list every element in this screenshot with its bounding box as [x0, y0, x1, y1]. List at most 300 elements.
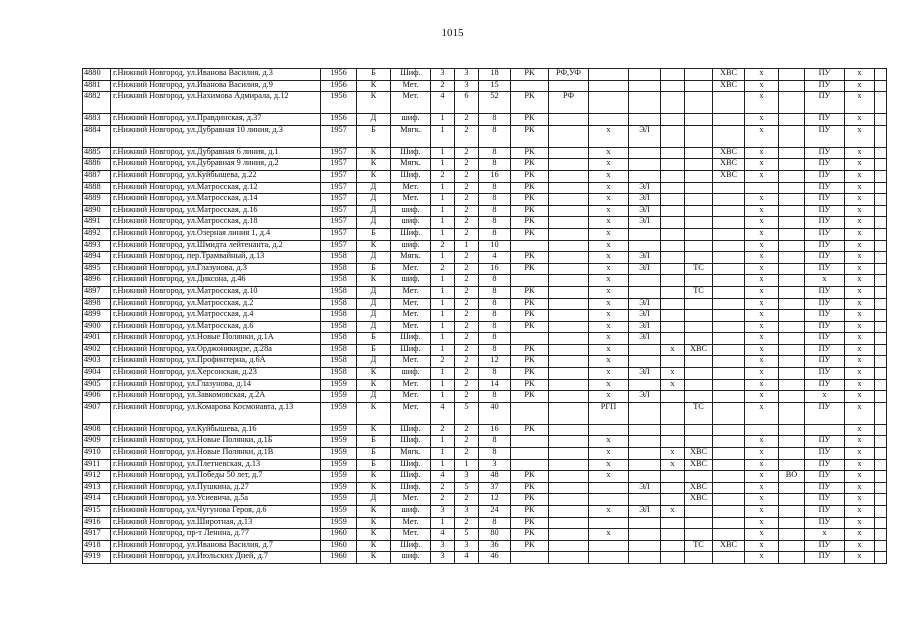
cell-roof-type: Мягк.	[391, 159, 431, 171]
cell-material-class: Д	[357, 310, 391, 322]
cell-water-supply: ХВС	[713, 147, 745, 159]
cell-row-number: 4904	[83, 368, 111, 380]
cell-extra-1	[549, 459, 589, 471]
cell-row-number: 4901	[83, 333, 111, 345]
cell-mark-b: х	[745, 506, 779, 518]
cell-trailing	[875, 529, 887, 541]
cell-apartments: 8	[479, 310, 511, 322]
cell-roof-type: Шиф.	[391, 424, 431, 436]
cell-water-supply	[713, 552, 745, 564]
cell-metering: ПУ	[805, 333, 845, 345]
cell-mark-a	[661, 182, 685, 194]
cell-apartments: 8	[479, 147, 511, 159]
cell-mark-a	[661, 298, 685, 310]
cell-build-year: 1957	[321, 228, 357, 240]
cell-address: г.Нижний Новгород, ул.Иванова Василия, д.9	[111, 80, 321, 92]
cell-extra-1: РФ,УФ	[549, 69, 589, 81]
cell-heat-supply	[685, 356, 713, 368]
cell-roof-type: Мет.	[391, 298, 431, 310]
cell-electric-flag: ЭЛ	[629, 125, 661, 147]
cell-mark-a	[661, 424, 685, 436]
cell-build-year: 1957	[321, 205, 357, 217]
cell-row-number: 4916	[83, 517, 111, 529]
cell-floors: 1	[431, 298, 455, 310]
cell-address: г.Нижний Новгород, ул.Дубравная 9 линия, д.2	[111, 159, 321, 171]
table-row	[83, 69, 887, 81]
cell-extra-1	[549, 482, 589, 494]
cell-material-class: К	[357, 92, 391, 114]
cell-gas-flag: х	[589, 228, 629, 240]
table-row	[83, 252, 887, 264]
cell-roof-type: Мет.	[391, 182, 431, 194]
cell-mark-b: х	[745, 321, 779, 333]
cell-extra-1	[549, 252, 589, 264]
cell-build-year: 1958	[321, 263, 357, 275]
cell-build-year: 1959	[321, 391, 357, 403]
cell-roof-type: Мет.	[391, 517, 431, 529]
cell-mark-b: х	[745, 263, 779, 275]
table-row	[83, 298, 887, 310]
cell-row-number: 4885	[83, 147, 111, 159]
cell-extra-1	[549, 310, 589, 322]
cell-mark-b: х	[745, 69, 779, 81]
cell-water-supply: ХВС	[713, 159, 745, 171]
cell-electric-flag	[629, 286, 661, 298]
cell-build-year: 1958	[321, 286, 357, 298]
cell-water-supply	[713, 252, 745, 264]
cell-address: г.Нижний Новгород, ул.Матросская, д.2	[111, 298, 321, 310]
cell-metering: ПУ	[805, 368, 845, 380]
cell-trailing	[875, 240, 887, 252]
cell-mark-b	[745, 424, 779, 436]
cell-drainage	[779, 114, 805, 126]
cell-repair-flag: РК	[511, 494, 549, 506]
cell-metering: ПУ	[805, 147, 845, 159]
cell-address: г.Нижний Новгород, ул.Херсонская, д.23	[111, 368, 321, 380]
cell-metering: ПУ	[805, 159, 845, 171]
table-row	[83, 424, 887, 436]
cell-mark-b: х	[745, 471, 779, 483]
cell-material-class: Б	[357, 344, 391, 356]
cell-drainage	[779, 517, 805, 529]
cell-address: г.Нижний Новгород, ул.Профинтерна, д.6А	[111, 356, 321, 368]
cell-build-year: 1960	[321, 540, 357, 552]
cell-electric-flag	[629, 448, 661, 460]
cell-roof-type: Мет.	[391, 356, 431, 368]
cell-extra-1	[549, 114, 589, 126]
cell-entrances: 2	[455, 125, 479, 147]
cell-apartments: 8	[479, 448, 511, 460]
cell-extra-1	[549, 333, 589, 345]
cell-metering: ПУ	[805, 517, 845, 529]
cell-apartments: 8	[479, 182, 511, 194]
cell-electric-flag: ЭЛ	[629, 482, 661, 494]
cell-trailing	[875, 159, 887, 171]
cell-address: г.Нижний Новгород, ул.Глазунова, д.14	[111, 379, 321, 391]
cell-roof-type: Мет.	[391, 286, 431, 298]
cell-row-number: 4910	[83, 448, 111, 460]
cell-metering: х	[805, 529, 845, 541]
cell-apartments: 37	[479, 482, 511, 494]
cell-extra-1	[549, 147, 589, 159]
cell-electric-flag	[629, 170, 661, 182]
cell-water-supply	[713, 286, 745, 298]
table-row	[83, 310, 887, 322]
cell-entrances: 2	[455, 448, 479, 460]
cell-water-supply	[713, 379, 745, 391]
cell-mark-c: х	[845, 69, 875, 81]
cell-entrances: 2	[455, 286, 479, 298]
cell-row-number: 4917	[83, 529, 111, 541]
cell-extra-1	[549, 298, 589, 310]
cell-extra-1	[549, 286, 589, 298]
cell-entrances: 2	[455, 275, 479, 287]
cell-drainage	[779, 286, 805, 298]
cell-gas-flag: х	[589, 182, 629, 194]
cell-mark-b	[745, 182, 779, 194]
cell-trailing	[875, 482, 887, 494]
cell-repair-flag: РК	[511, 298, 549, 310]
cell-extra-1: РФ	[549, 92, 589, 114]
cell-electric-flag: ЭЛ	[629, 263, 661, 275]
cell-metering: ПУ	[805, 125, 845, 147]
cell-mark-b: х	[745, 436, 779, 448]
cell-electric-flag	[629, 69, 661, 81]
cell-roof-type: шиф.	[391, 217, 431, 229]
cell-entrances: 2	[455, 182, 479, 194]
table-row	[83, 170, 887, 182]
cell-metering: ПУ	[805, 471, 845, 483]
cell-entrances: 2	[455, 356, 479, 368]
cell-drainage	[779, 552, 805, 564]
cell-heat-supply	[685, 240, 713, 252]
cell-floors: 2	[431, 356, 455, 368]
cell-mark-b: х	[745, 147, 779, 159]
cell-repair-flag	[511, 436, 549, 448]
cell-trailing	[875, 517, 887, 529]
cell-drainage	[779, 205, 805, 217]
cell-extra-1	[549, 552, 589, 564]
cell-floors: 1	[431, 517, 455, 529]
cell-apartments: 12	[479, 494, 511, 506]
cell-mark-c: х	[845, 252, 875, 264]
cell-roof-type: Мет.	[391, 92, 431, 114]
cell-material-class: Д	[357, 298, 391, 310]
cell-electric-flag	[629, 379, 661, 391]
cell-extra-1	[549, 402, 589, 424]
cell-mark-a	[661, 147, 685, 159]
cell-trailing	[875, 147, 887, 159]
cell-electric-flag	[629, 552, 661, 564]
cell-mark-a	[661, 471, 685, 483]
cell-water-supply	[713, 391, 745, 403]
cell-repair-flag: РК	[511, 368, 549, 380]
cell-entrances: 2	[455, 494, 479, 506]
cell-row-number: 4912	[83, 471, 111, 483]
cell-trailing	[875, 205, 887, 217]
cell-drainage	[779, 275, 805, 287]
cell-floors: 1	[431, 321, 455, 333]
cell-water-supply	[713, 298, 745, 310]
cell-mark-c: х	[845, 506, 875, 518]
cell-electric-flag	[629, 159, 661, 171]
cell-drainage	[779, 356, 805, 368]
cell-material-class: Д	[357, 286, 391, 298]
cell-floors: 2	[431, 263, 455, 275]
cell-repair-flag: РК	[511, 159, 549, 171]
cell-electric-flag: ЭЛ	[629, 368, 661, 380]
cell-row-number: 4886	[83, 159, 111, 171]
cell-metering: ПУ	[805, 194, 845, 206]
cell-roof-type: шиф.	[391, 114, 431, 126]
registry-body	[83, 69, 887, 564]
cell-row-number: 4895	[83, 263, 111, 275]
cell-floors: 1	[431, 459, 455, 471]
cell-material-class: К	[357, 552, 391, 564]
cell-heat-supply: ХВС	[685, 482, 713, 494]
cell-address: г.Нижний Новгород, ул.Орджоникидзе, д.28а	[111, 344, 321, 356]
cell-mark-c: х	[845, 275, 875, 287]
cell-heat-supply	[685, 275, 713, 287]
cell-metering: ПУ	[805, 114, 845, 126]
cell-drainage	[779, 240, 805, 252]
cell-entrances: 1	[455, 240, 479, 252]
cell-roof-type: шиф.	[391, 506, 431, 518]
cell-heat-supply	[685, 217, 713, 229]
cell-electric-flag: ЭЛ	[629, 182, 661, 194]
cell-mark-b: х	[745, 114, 779, 126]
cell-floors: 3	[431, 552, 455, 564]
cell-water-supply	[713, 310, 745, 322]
cell-water-supply	[713, 263, 745, 275]
cell-gas-flag: х	[589, 471, 629, 483]
cell-row-number: 4897	[83, 286, 111, 298]
cell-drainage	[779, 540, 805, 552]
cell-row-number: 4911	[83, 459, 111, 471]
cell-mark-a: х	[661, 506, 685, 518]
cell-repair-flag: РК	[511, 92, 549, 114]
cell-entrances: 5	[455, 482, 479, 494]
cell-extra-1	[549, 506, 589, 518]
cell-repair-flag: РК	[511, 391, 549, 403]
page-number: 1015	[441, 27, 464, 39]
table-row	[83, 391, 887, 403]
cell-gas-flag: х	[589, 459, 629, 471]
cell-floors: 1	[431, 333, 455, 345]
cell-material-class: Б	[357, 436, 391, 448]
cell-metering: ПУ	[805, 436, 845, 448]
cell-heat-supply	[685, 333, 713, 345]
cell-water-supply	[713, 459, 745, 471]
table-row	[83, 240, 887, 252]
cell-gas-flag: х	[589, 436, 629, 448]
table-row	[83, 506, 887, 518]
cell-address: г.Нижний Новгород, ул.Пушкина, д.27	[111, 482, 321, 494]
cell-extra-1	[549, 344, 589, 356]
cell-heat-supply	[685, 321, 713, 333]
cell-metering: ПУ	[805, 448, 845, 460]
cell-extra-1	[549, 471, 589, 483]
cell-address: г.Нижний Новгород, ул.Шмидта лейтенанта, д.2	[111, 240, 321, 252]
cell-address: г.Нижний Новгород, ул.Новые Полянки, д.1А	[111, 333, 321, 345]
cell-electric-flag	[629, 114, 661, 126]
cell-roof-type: Мягк.	[391, 448, 431, 460]
cell-floors: 4	[431, 92, 455, 114]
cell-electric-flag: ЭЛ	[629, 506, 661, 518]
cell-metering: ПУ	[805, 310, 845, 322]
cell-apartments: 8	[479, 321, 511, 333]
cell-mark-b: х	[745, 494, 779, 506]
cell-metering: ПУ	[805, 182, 845, 194]
cell-mark-b: х	[745, 552, 779, 564]
cell-apartments: 14	[479, 379, 511, 391]
cell-extra-1	[549, 321, 589, 333]
cell-trailing	[875, 275, 887, 287]
cell-floors: 3	[431, 540, 455, 552]
cell-electric-flag: ЭЛ	[629, 298, 661, 310]
cell-row-number: 4899	[83, 310, 111, 322]
cell-extra-1	[549, 424, 589, 436]
cell-material-class: Д	[357, 391, 391, 403]
cell-drainage	[779, 448, 805, 460]
cell-metering: ПУ	[805, 344, 845, 356]
cell-material-class: Б	[357, 448, 391, 460]
cell-mark-b: х	[745, 217, 779, 229]
cell-row-number: 4896	[83, 275, 111, 287]
cell-water-supply	[713, 182, 745, 194]
cell-address: г.Нижний Новгород, ул.Плетневская, д.13	[111, 459, 321, 471]
cell-heat-supply: ХВС	[685, 448, 713, 460]
cell-metering: ПУ	[805, 205, 845, 217]
cell-repair-flag: РК	[511, 114, 549, 126]
table-row	[83, 182, 887, 194]
cell-trailing	[875, 552, 887, 564]
cell-roof-type: Шиф.	[391, 540, 431, 552]
cell-gas-flag	[589, 69, 629, 81]
cell-gas-flag: х	[589, 506, 629, 518]
cell-heat-supply	[685, 529, 713, 541]
cell-drainage	[779, 459, 805, 471]
cell-heat-supply	[685, 310, 713, 322]
cell-roof-type: Мет.	[391, 194, 431, 206]
cell-metering: ПУ	[805, 379, 845, 391]
cell-mark-a	[661, 275, 685, 287]
cell-material-class: Б	[357, 333, 391, 345]
cell-repair-flag: РК	[511, 356, 549, 368]
cell-drainage	[779, 228, 805, 240]
cell-repair-flag: РК	[511, 69, 549, 81]
cell-gas-flag	[589, 114, 629, 126]
cell-floors: 1	[431, 228, 455, 240]
cell-address: г.Нижний Новгород, пер.Трамвайный, д.13	[111, 252, 321, 264]
cell-mark-c: х	[845, 125, 875, 147]
cell-material-class: К	[357, 368, 391, 380]
cell-drainage	[779, 217, 805, 229]
cell-floors: 4	[431, 471, 455, 483]
cell-heat-supply	[685, 159, 713, 171]
cell-roof-type: Шиф.	[391, 170, 431, 182]
cell-electric-flag	[629, 344, 661, 356]
cell-entrances: 2	[455, 310, 479, 322]
cell-floors: 3	[431, 506, 455, 518]
table-row	[83, 159, 887, 171]
cell-repair-flag	[511, 333, 549, 345]
cell-row-number: 4902	[83, 344, 111, 356]
cell-build-year: 1957	[321, 125, 357, 147]
cell-row-number: 4907	[83, 402, 111, 424]
cell-apartments: 8	[479, 205, 511, 217]
cell-water-supply	[713, 424, 745, 436]
cell-water-supply	[713, 333, 745, 345]
cell-build-year: 1957	[321, 147, 357, 159]
cell-entrances: 2	[455, 194, 479, 206]
cell-mark-b: х	[745, 529, 779, 541]
cell-trailing	[875, 471, 887, 483]
cell-electric-flag: ЭЛ	[629, 391, 661, 403]
cell-heat-supply: ТС	[685, 286, 713, 298]
cell-row-number: 4906	[83, 391, 111, 403]
cell-mark-a	[661, 205, 685, 217]
cell-drainage	[779, 529, 805, 541]
cell-drainage	[779, 333, 805, 345]
cell-build-year: 1956	[321, 114, 357, 126]
cell-electric-flag	[629, 459, 661, 471]
cell-gas-flag	[589, 92, 629, 114]
cell-trailing	[875, 182, 887, 194]
cell-floors: 4	[431, 529, 455, 541]
cell-metering: ПУ	[805, 263, 845, 275]
cell-build-year: 1957	[321, 240, 357, 252]
cell-apartments: 8	[479, 368, 511, 380]
cell-roof-type: Мягк.	[391, 125, 431, 147]
cell-mark-c: х	[845, 92, 875, 114]
cell-heat-supply: ТС	[685, 402, 713, 424]
cell-trailing	[875, 494, 887, 506]
cell-build-year: 1956	[321, 92, 357, 114]
cell-heat-supply	[685, 182, 713, 194]
cell-address: г.Нижний Новгород, ул.Завкомовская, д.2А	[111, 391, 321, 403]
cell-mark-a	[661, 436, 685, 448]
cell-electric-flag: ЭЛ	[629, 217, 661, 229]
cell-material-class: К	[357, 159, 391, 171]
cell-electric-flag	[629, 80, 661, 92]
cell-build-year: 1956	[321, 80, 357, 92]
cell-build-year: 1959	[321, 482, 357, 494]
cell-apartments: 8	[479, 125, 511, 147]
cell-material-class: Б	[357, 263, 391, 275]
cell-address: г.Нижний Новгород, ул.Матросская, д.14	[111, 194, 321, 206]
cell-water-supply	[713, 125, 745, 147]
cell-mark-a	[661, 391, 685, 403]
cell-floors: 1	[431, 125, 455, 147]
cell-metering: ПУ	[805, 92, 845, 114]
cell-address: г.Нижний Новгород, ул.Дубравная 10 линия, д.3	[111, 125, 321, 147]
table-row	[83, 263, 887, 275]
cell-heat-supply	[685, 424, 713, 436]
cell-mark-c: х	[845, 263, 875, 275]
cell-mark-b: х	[745, 194, 779, 206]
cell-repair-flag: РК	[511, 540, 549, 552]
cell-metering: ПУ	[805, 402, 845, 424]
cell-build-year: 1957	[321, 170, 357, 182]
cell-mark-c: х	[845, 147, 875, 159]
cell-apartments: 16	[479, 170, 511, 182]
cell-entrances: 3	[455, 69, 479, 81]
cell-repair-flag	[511, 448, 549, 460]
cell-roof-type: шиф.	[391, 240, 431, 252]
cell-material-class: Д	[357, 321, 391, 333]
cell-mark-c: х	[845, 159, 875, 171]
